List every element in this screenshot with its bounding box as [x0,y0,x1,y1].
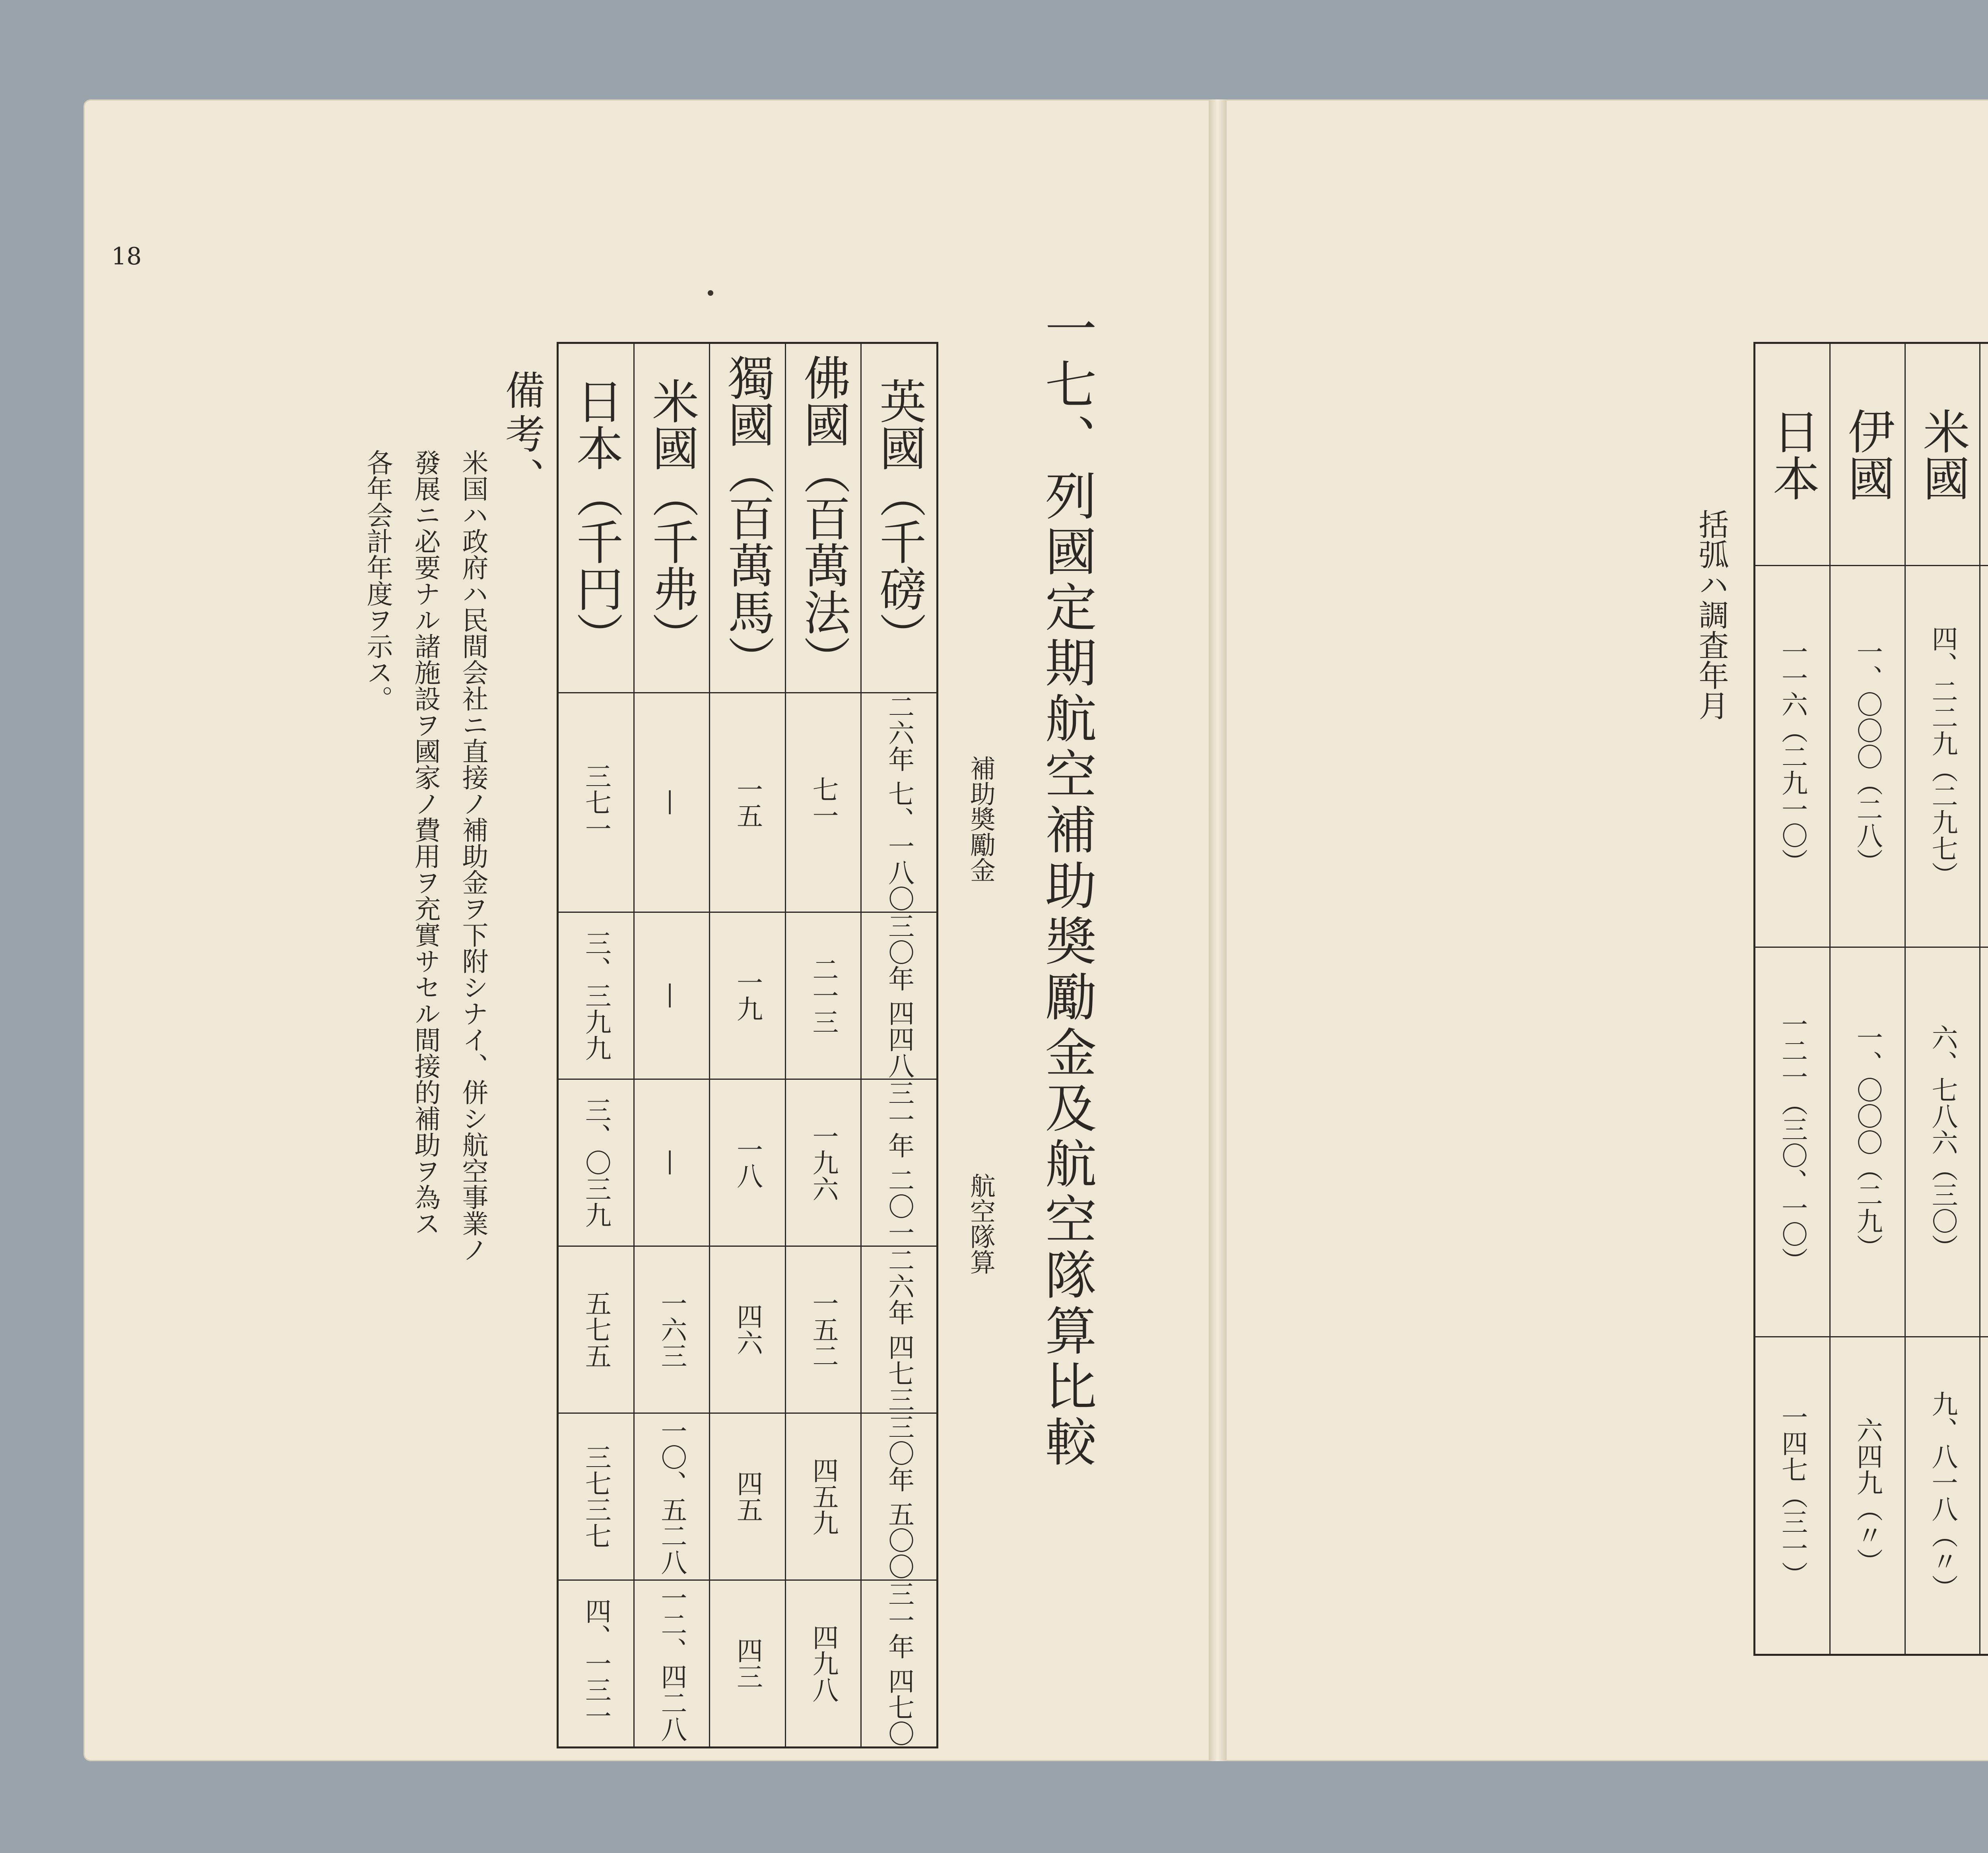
remarks-title: 備考、 [499,370,545,501]
cell-text: 米國 [644,377,699,471]
table-cell [558,1580,634,1747]
remark-line: 發展ニ必要ナル諸施設ヲ國家ノ費用ヲ充實サセル間接的補助ヲ為ス [410,449,441,1236]
cell-text: 一五 [732,776,763,829]
table-cell [558,1079,634,1246]
cell-text [880,693,918,912]
table-cell [785,912,861,1079]
cell-text: 四四八 [883,999,914,1079]
table-cell [785,1413,861,1580]
cell-text: 三、〇三九 [580,1097,612,1228]
table-cell [1830,566,1905,947]
cell-text: （千磅） [872,471,927,659]
cell-text: 三一年 [883,1079,914,1158]
cell-text: 四三 [732,1637,763,1690]
cell-text: 一九六 [808,1123,839,1202]
table-cell [1830,947,1905,1337]
cell-text: 佛國 [796,354,851,448]
table-cell [861,1246,938,1413]
table-cell [710,1079,786,1246]
cell-text: （百萬法） [796,448,851,682]
country-header-cell [558,343,634,693]
cell-text: 四六 [732,1303,763,1356]
table-cell [710,1413,786,1580]
cell-text: （百萬馬） [720,448,775,682]
cell-text: 一二、四二八 [656,1585,687,1742]
cell-text: 獨國 [720,354,775,448]
cell-text: 四、二二九（二九七） [1927,625,1958,888]
table-cell [1980,566,1988,947]
cell-text: 四七三 [883,1333,914,1413]
cell-text: 七、一八〇 [883,780,914,912]
cell-text [790,354,857,682]
table-cell [710,693,786,912]
table-cell [634,1246,710,1413]
cell-text: 伊國 [1840,407,1895,501]
table-cell [710,1580,786,1747]
cell-text: 四五九 [808,1457,839,1536]
table-cell [558,1246,634,1413]
table-cell [1755,566,1830,947]
cell-text: 三七一 [580,763,612,842]
subsidy-side-label: 補助奬勵金 [966,755,995,883]
cell-text [714,354,781,682]
cell-text: （千弗） [644,471,699,659]
cell-text [880,1414,918,1579]
cell-text: 英國 [872,377,927,471]
cell-text: 日本 [1765,407,1820,501]
cell-text: 一九 [732,969,763,1022]
cell-text: 二六年 [883,1246,914,1325]
table-cell [861,912,938,1079]
cell-text: 米國 [1915,407,1970,501]
cell-text: 日本 [568,377,623,471]
cell-text: 六、七八六（三〇） [1927,1024,1958,1260]
table-cell [710,1246,786,1413]
table-cell [558,1413,634,1580]
table-cell [634,1413,710,1580]
table-cell [861,1580,938,1747]
table-cell [1980,1337,1988,1655]
country-header-cell [710,343,786,693]
cell-text: 四、一三一 [580,1598,612,1729]
cell-text: 九、八一八（〃） [1927,1391,1958,1601]
table-cell [785,1246,861,1413]
table-cell [785,693,861,912]
table-cell [785,1580,861,1747]
bracket-note: 括弧ハ調査年月 [1694,509,1729,720]
cell-text: 一一六（二九一〇） [1777,638,1808,875]
table-cell [785,1079,861,1246]
cell-text: 二〇一 [883,1166,914,1246]
table-cell [634,912,710,1079]
cell-text: 三一年 [883,1580,914,1659]
cell-text: 五〇〇 [883,1500,914,1579]
cell-text: 七一 [808,776,839,829]
cell-text: 六四九（〃） [1852,1417,1883,1574]
left-page-title: 一七、列國定期航空補助奬勵金及航空隊算比較 [1037,302,1097,1471]
cell-text: 二六年 [883,693,914,772]
country-header-cell [1905,343,1980,566]
cell-text: 四七〇 [883,1667,914,1746]
country-header-cell [1980,343,1988,566]
book-gutter [1209,99,1227,1761]
cell-text [1984,407,1988,501]
table-cell [1980,947,1988,1337]
page-number-left: 18 [111,243,142,270]
table-cell [1755,1337,1830,1655]
cell-text: 三、三九九 [580,930,612,1061]
aircraft-count-table [1753,342,1988,1656]
cell-text [880,1581,918,1746]
remark-line: 各年会計年度ヲ示ス。 [362,449,393,712]
table-cell [710,912,786,1079]
cell-text: 五七五 [580,1290,612,1369]
budget-side-label: 航空隊算 [966,1173,995,1275]
table-cell [861,693,938,912]
table-cell [861,1079,938,1246]
table-cell [1905,566,1980,947]
cell-text [880,913,918,1079]
cell-text: 四九八 [808,1624,839,1703]
table-cell [1830,1337,1905,1655]
country-header-cell [1755,343,1830,566]
cell-text [865,377,933,659]
table-cell [861,1413,938,1580]
cell-text: 一四七（三一） [1777,1404,1808,1587]
cell-text: — [656,1149,687,1176]
cell-text: 四五 [732,1470,763,1523]
table-cell [1755,947,1830,1337]
subsidy-budget-table [557,342,938,1748]
country-header-cell [1830,343,1905,566]
ink-mark [708,290,713,296]
cell-text [638,377,705,659]
cell-text: 一六三 [656,1290,687,1369]
cell-text [562,377,630,659]
cell-text: 三〇年 [883,912,914,992]
table-cell [1905,1337,1980,1655]
cell-text: — [656,789,687,816]
cell-text: 一、〇〇〇（二八） [1852,638,1883,875]
table-cell [558,912,634,1079]
cell-text: 一五二 [808,1290,839,1369]
cell-text: （千円） [568,471,623,659]
table-cell [634,1580,710,1747]
cell-text: 三七三七 [580,1444,612,1549]
cell-text: 一〇、五二八 [656,1418,687,1576]
cell-text: 一八 [732,1136,763,1189]
cell-text [880,1247,918,1413]
remark-line: 米国ハ政府ハ民間会社ニ直接ノ補助金ヲ下附シナイ、併シ航空事業ノ [458,449,488,1263]
cell-text: 三〇年 [883,1413,914,1492]
cell-text [880,1080,918,1246]
table-cell [1905,947,1980,1337]
country-header-cell [861,343,938,693]
table-cell [634,1079,710,1246]
table-cell [634,693,710,912]
cell-text: 二一三 [808,956,839,1035]
country-header-cell [785,343,861,693]
table-cell [558,693,634,912]
cell-text: — [656,982,687,1009]
cell-text: 一二一（三〇、一〇） [1777,1011,1808,1273]
country-header-cell [634,343,710,693]
cell-text: 一、〇〇〇（二九） [1852,1024,1883,1260]
